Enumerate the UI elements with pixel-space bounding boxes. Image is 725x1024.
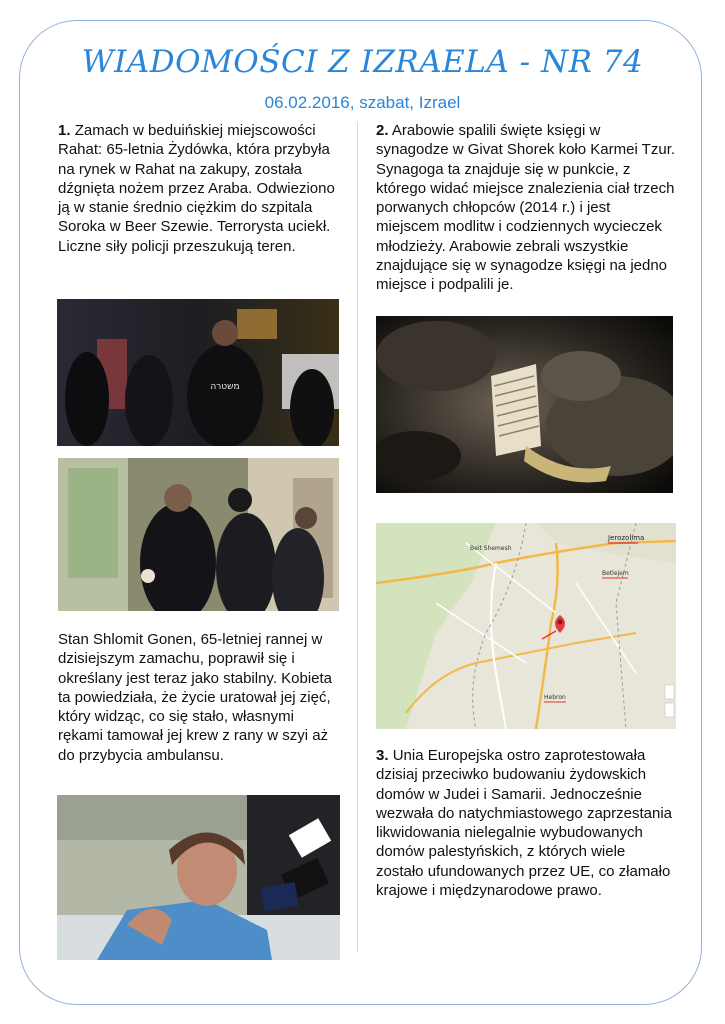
map-label-jerusalem: Jerozolima [608, 534, 645, 542]
article-3 [376, 746, 676, 900]
article-1 [58, 121, 340, 256]
map-label-hebron: Hebron [544, 694, 566, 701]
map-label-bethlehem: Betlejem [602, 570, 629, 577]
page-title: WIADOMOŚCI Z IZRAELA - NR 74 [81, 44, 644, 80]
page-date: 06.02.2016, szabat, Izrael [264, 93, 461, 112]
article-1-text: Zamach w beduińskiej miejscowości Rahat: 65-letnia Żydówka, która przybyła na rynek w Rahat na zakupy, została dźgnięta nożem przez Araba. Odwieziono ją w stanie średnio ciężkim do szpitala Soroka w Beer Szewie. Terrorysta uciekł. Liczne siły policji przeszukują teren. [58, 122, 335, 255]
police-badge-text: משטרה [210, 382, 240, 392]
article-1-followup [58, 630, 342, 765]
article-3-number: 3. [376, 747, 389, 764]
article-3-text: Unia Europejska ostro zaprotestowała dzisiaj przeciwko budowaniu żydowskich domów w Judei i Samarii. Jednocześnie wezwała do natychmiastowego zaprzestania likwidowania nielegalnie wybudowanych domów palestyńskich, z których wiele zostało ufundowanych przez UE, co złamało krajowe i międzynarodowe prawo. [376, 747, 672, 900]
arrest-photo [58, 458, 339, 611]
map-image [376, 523, 676, 729]
injured-woman-photo [57, 795, 340, 960]
column-divider [357, 122, 358, 952]
burned-books-photo [376, 316, 673, 493]
article-2-number: 2. [376, 122, 389, 139]
article-1-number: 1. [58, 122, 71, 139]
article-1-followup-text: Stan Shlomit Gonen, 65-letniej rannej w dzisiejszym zamachu, poprawił się i określany jest teraz jako stabilny. Kobieta ta powiedziała, że życie uratował jej zięć, który widząc, co się stało, własnymi rękami tamował jej krew z rany w szyi aż do przybycia ambulansu. [58, 631, 333, 764]
police-scene-photo [57, 299, 339, 446]
map-label-beit-shemesh: Beit Shemesh [470, 545, 512, 552]
article-2 [376, 121, 676, 295]
article-2-text: Arabowie spalili święte księgi w synagodze w Givat Shorek koło Karmei Tzur. Synagoga ta znajduje się w punkcie, z którego widać miejsce znalezienia ciał trzech porwanych chłopców (2014 r.) i jest miejscem modlitw i codziennych wycieczek młodzieży. Arabowie zebrali wszystkie znajdujące się w synagodze księgi na jedno miejsce i podpalili je. [376, 122, 676, 294]
